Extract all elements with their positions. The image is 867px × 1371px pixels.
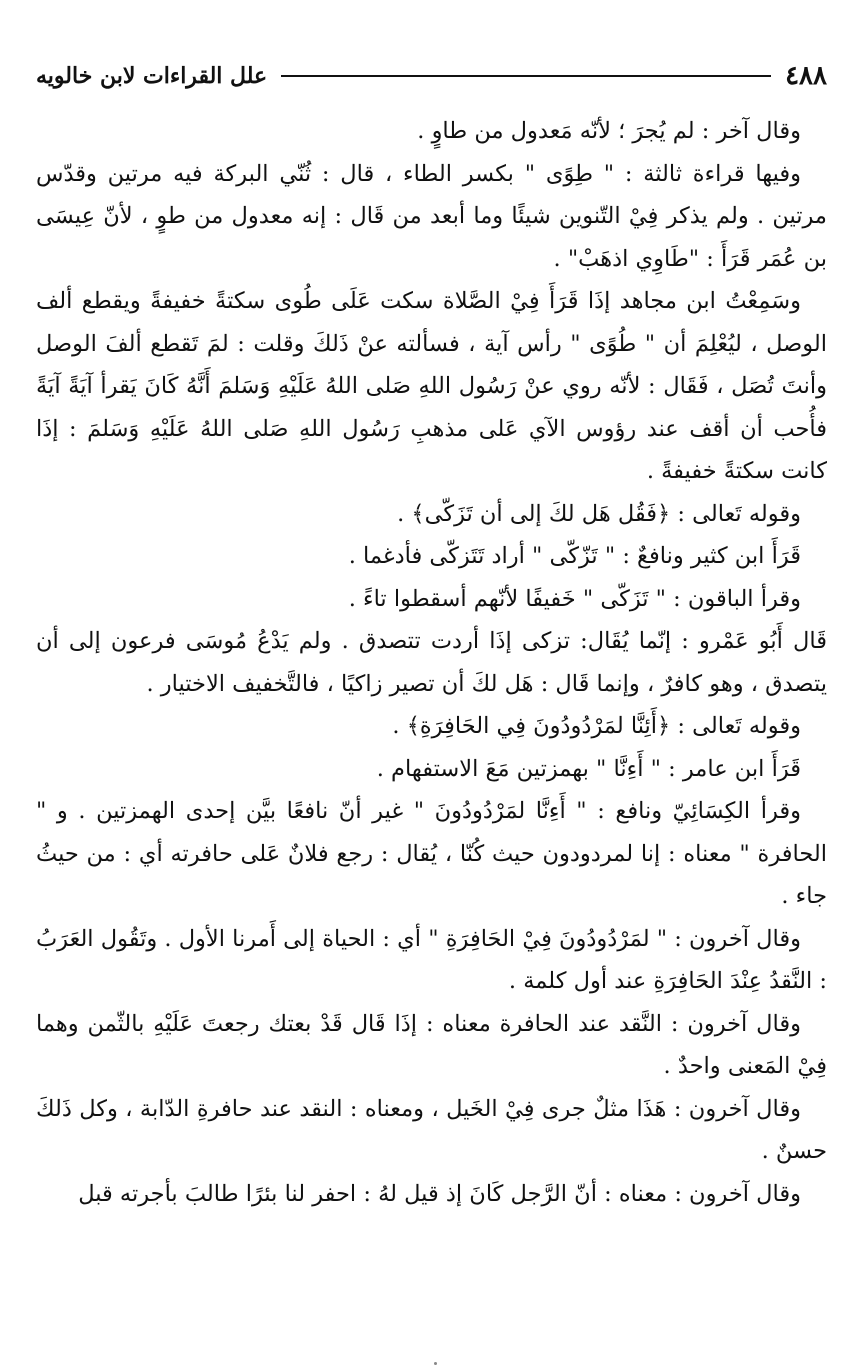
paragraph: وقرأ الكِسَائِيّ ونافع : " أَءِنَّا لمَرْدُودُونَ " غير أنّ نافعًا بيَّن إحدى الهمزتين . و " الحافرة " معناه : إنا لمردودون حيث كُنّا ، يُقال : رجع فلانٌ عَلى حافرته أي : من حيثُ جاء .	[36, 798, 827, 909]
paragraph: وقوله تَعالى : ﴿فَقُل هَل لكَ إلى أن تَزَكّى﴾ .	[397, 500, 801, 527]
paragraph: وقال آخرون : معناه : أنّ الرَّجل كَانَ إذ قيل لهُ : احفر لنا بئرًا طالبَ بأجرته قبل	[78, 1180, 801, 1207]
paragraph: قَرَأَ ابن كثير ونافعٌ : " تَزّكّى " أراد تَتَزكّى فأدغما .	[348, 543, 801, 569]
paragraph: وقرأ الباقون : " تَزَكّى " خَفيفًا لأنّهم أسقطوا تاءً .	[348, 585, 801, 612]
paragraph: وقال آخر : لم يُجرَ ؛ لأنّه مَعدول من طاوٍ .	[417, 118, 801, 144]
paragraph: وقال آخرون : " لمَرْدُودُونَ فِيْ الحَافِرَةِ " أي : الحياة إلى أَمرنا الأول . وتَقُول العَرَبُ : النَّقدُ عِنْدَ الحَافِرَةِ عند أول كلمة .	[36, 925, 827, 994]
paragraph: قَرَأَ ابن عامر : " أَءِنَّا " بهمزتين مَعَ الاستفهام .	[376, 755, 801, 782]
paragraph: وقوله تَعالى : ﴿أَئِنَّا لمَرْدُودُونَ فِي الحَافِرَةِ﴾ .	[392, 713, 801, 739]
paragraph: وقال آخرون : النَّقد عند الحافرة معناه : إذَا قَال قَدْ بعتك رجعتَ عَلَيْهِ بالثّمن وهما فِيْ المَعنى واحدٌ .	[36, 1010, 827, 1079]
paragraph: وسَمِعْتُ ابن مجاهد إذَا قَرَأَ فِيْ الصَّلاة سكت عَلَى طُوى سكتةً خفيفةً ويقطع ألف الوصل ، ليُعْلِمَ أن " طُوًى " رأس آية ، فسألته عنْ ذَلكَ وقلت : لمَ تَقطع ألفَ الوصل وأنتَ تُصَل ، فَقَال : لأنّه روي عنْ رَسُول اللهِ صَلى اللهُ عَلَيْهِ وَسَلمَ أَنَّهُ كَانَ يَقرأ آيَةً آيَةً فأُحب أن أقف عند رؤوس الآي عَلى مذهبِ رَسُول اللهِ صَلى اللهُ عَلَيْهِ وَسَلمَ : إذَا كانت سكتةً خفيفةً .	[36, 288, 827, 484]
paragraph: وفيها قراءة ثالثة : " طِوًى " بكسر الطاء ، قال : ثُنّي البركة فيه مرتين وقدّس مرتين . ولم يذكر فِيْ التّنوين شيئًا وما أبعد من قَال : إنه معدول من طوٍ ، لأنّ عِيسَى بن عُمَر قَرَأَ : "طَاوِي اذهَبْ" .	[36, 160, 827, 272]
running-title: علل القراءات لابن خالويه	[36, 63, 268, 89]
page-body	[36, 110, 827, 1215]
paragraph: قَال أَبُو عَمْرو : إنّما يُقَال: تزكى إذَا أردت تتصدق . ولم يَدْعُ مُوسَى فرعون إلى أن يتصدق ، وهو كافرٌ ، وإنما قَال : هَل لكَ أن تصير زاكيًا ، فالتَّخفيف الاختيار .	[36, 628, 827, 697]
header-rule	[281, 75, 771, 77]
page-header	[36, 56, 827, 96]
book-page	[36, 56, 827, 1351]
page-dot-mark	[434, 1362, 437, 1365]
paragraph: وقال آخرون : هَذَا مثلٌ جرى فِيْ الخَيل ، ومعناه : النقد عند حافرةِ الدّابة ، وكل ذَلكَ حسنٌ .	[36, 1095, 827, 1164]
page-number: ٤٨٨	[785, 61, 827, 91]
